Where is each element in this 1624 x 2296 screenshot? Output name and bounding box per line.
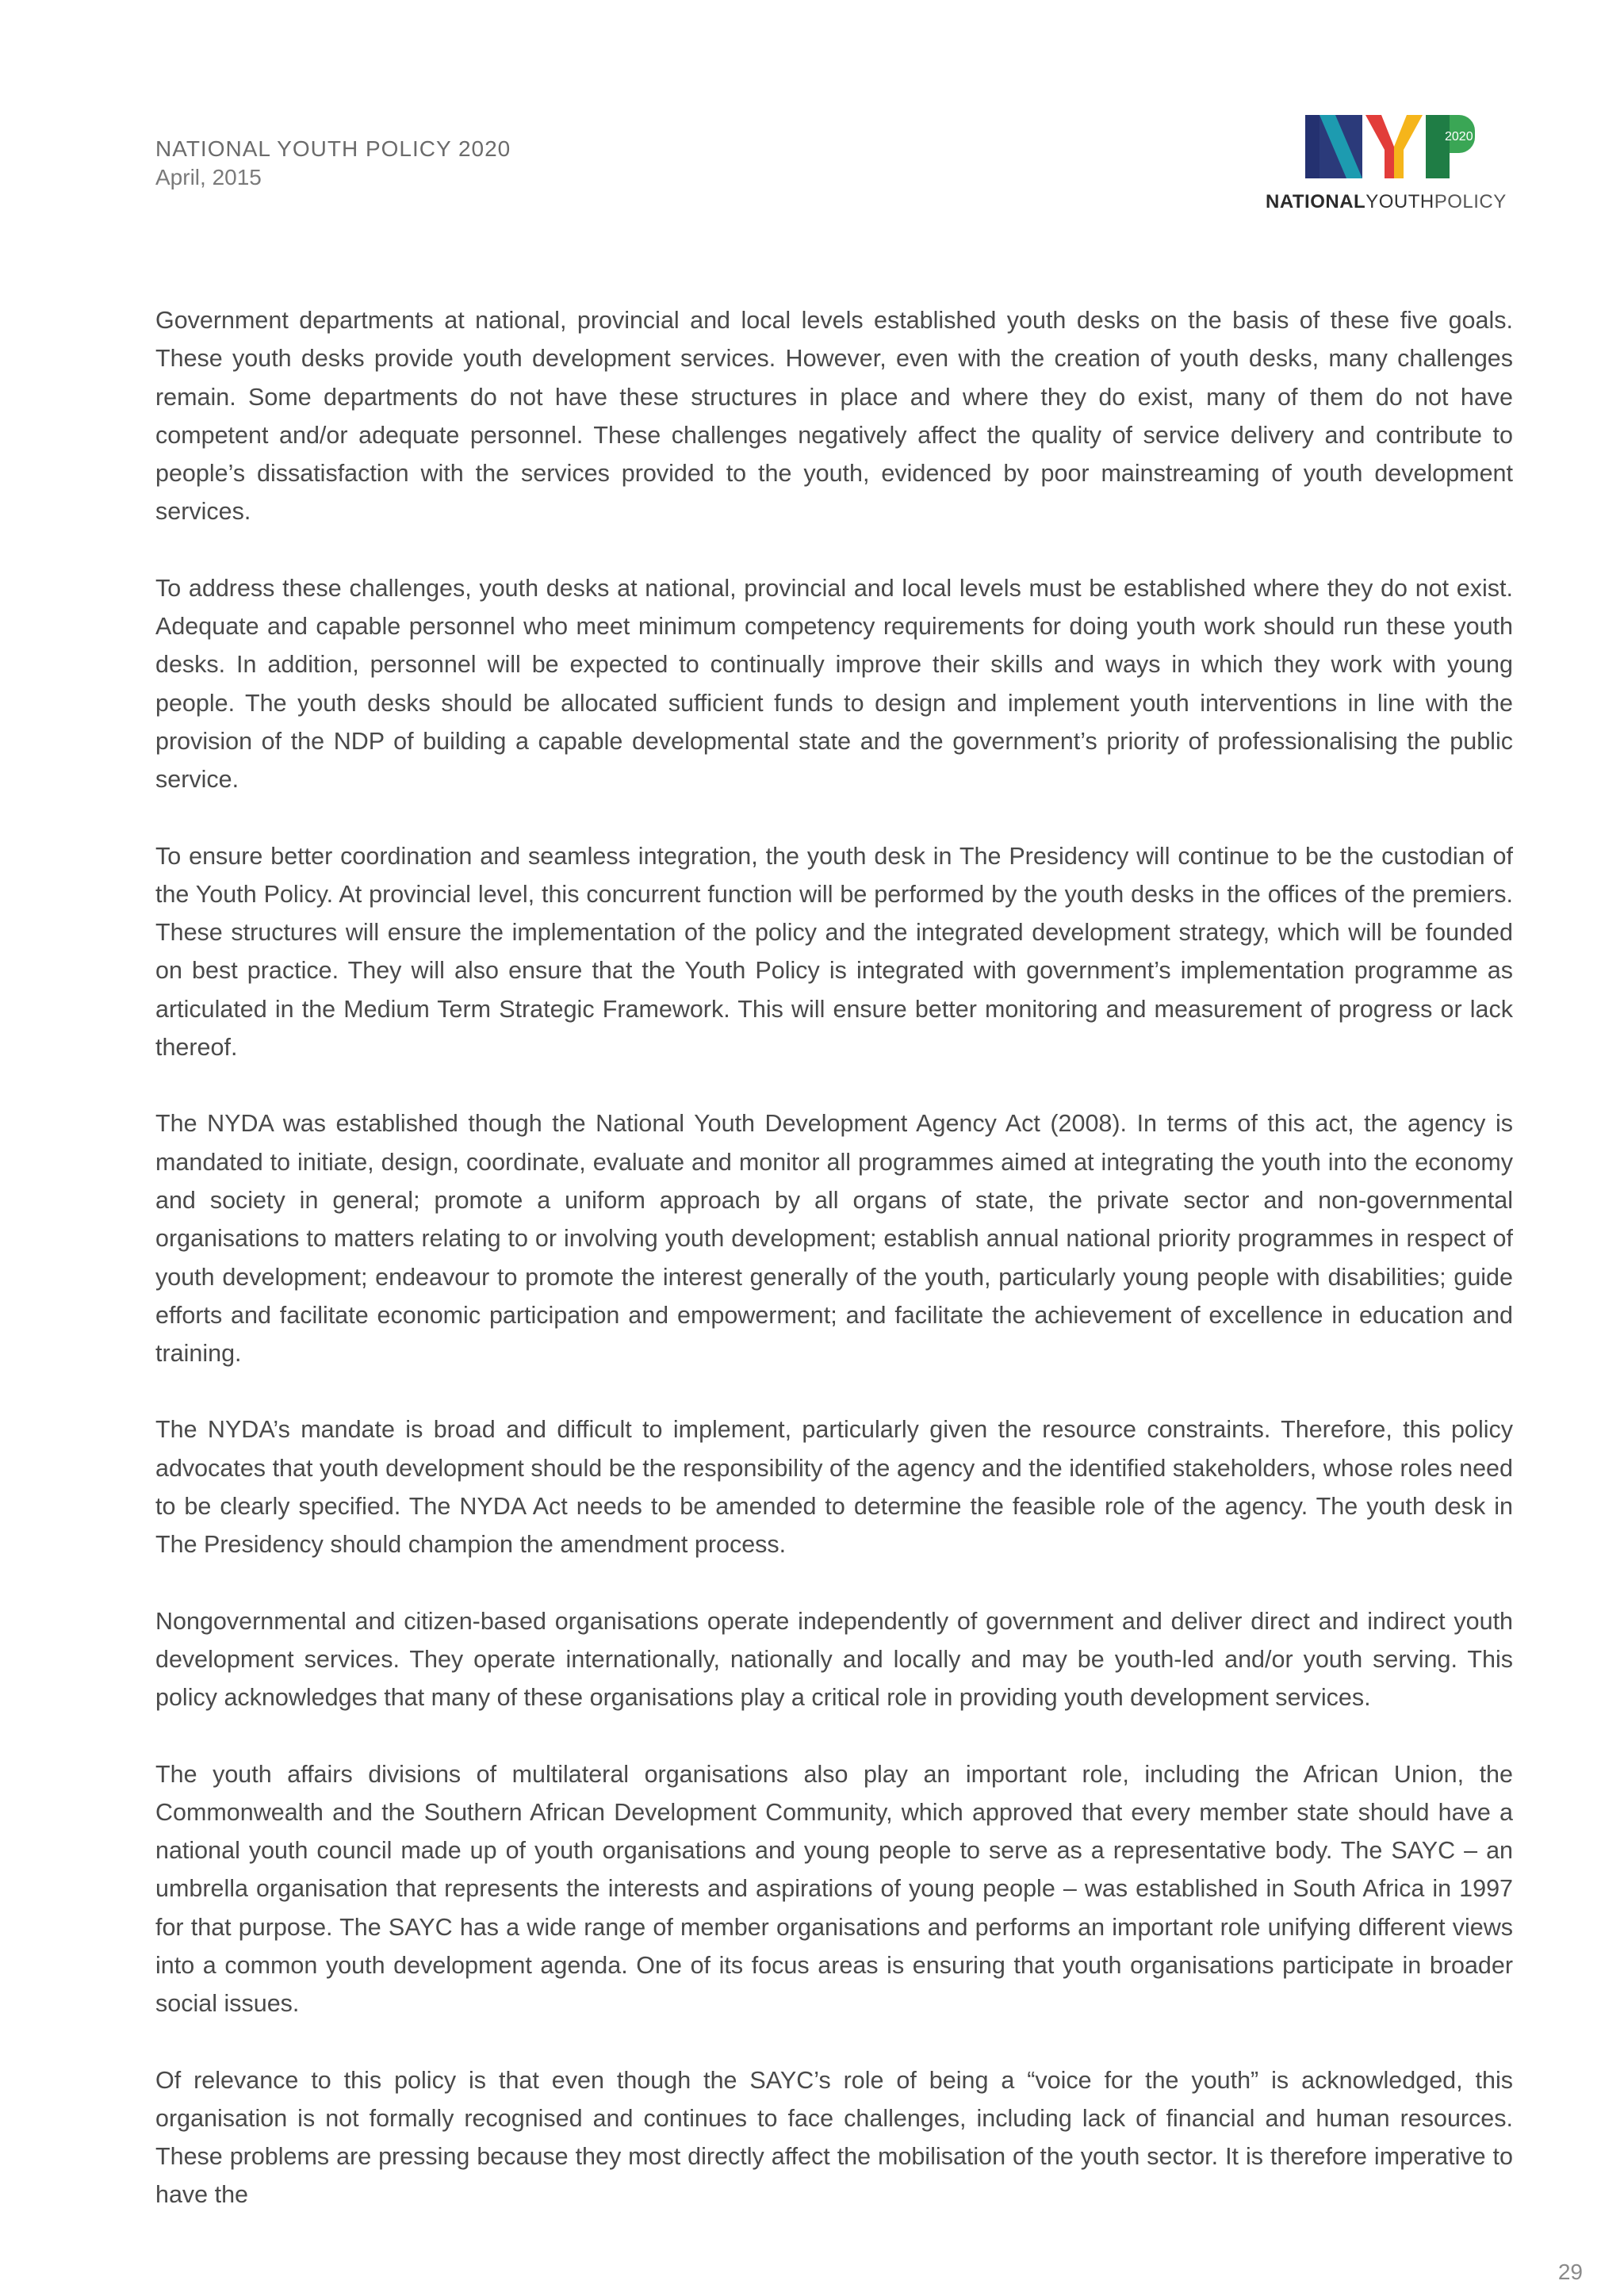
document-header [155, 135, 511, 192]
logo-p-stem [1426, 115, 1450, 178]
body-text [155, 301, 1513, 2252]
logo-word-youth: YOUTH [1365, 191, 1434, 212]
paragraph: The NYDA was established though the National Youth Development Agency Act (2008). In terms of this act, the agency is mandated to initiate, design, coordinate, evaluate and monitor all programmes aimed at integrating the youth into the economy and society in general; promote a uniform approach by all organs of state, the private sector and non-governmental organisations to matters relating to or involving youth development; establish annual national priority programmes in respect of youth development; endeavour to promote the interest generally of the youth, particularly young people with disabilities; guide efforts and facilitate economic participation and empowerment; and facilitate the achievement of excellence in education and training. [155, 1110, 1513, 1368]
paragraph: Of relevance to this policy is that even though the SAYC’s role of being a “voice for the youth” is acknowledged, this organisation is not formally recognised and continues to face challenges, including lack of financial and human resources. These problems are pressing because they most directly affect the mobilisation of the youth sector. It is therefore imperative to have the [155, 2066, 1513, 2209]
nyp-logo [1261, 115, 1515, 218]
logo-y-right [1394, 115, 1423, 178]
logo-wordmark [1266, 191, 1507, 213]
document-title: NATIONAL YOUTH POLICY 2020 [155, 136, 511, 161]
logo-word-policy: POLICY [1434, 191, 1507, 212]
paragraph: To ensure better coordination and seamless integration, the youth desk in The Presidency will continue to be the custodian of the Youth Policy. At provincial level, this concurrent function will be performed by the youth desks in the offices of the premiers. These structures will ensure the implementation of the policy and the integrated development strategy, which will be founded on best practice. They will also ensure that the Youth Policy is integrated with government’s implementation programme as articulated in the Medium Term Strategic Framework. This will ensure better monitoring and measurement of progress or lack thereof. [155, 842, 1513, 1062]
paragraph: The NYDA’s mandate is broad and difficult to implement, particularly given the resource constraints. Therefore, this policy advocates that youth development should be the responsibility of the agency and the identified stakeholders, whose roles need to be clearly specified. The NYDA Act needs to be amended to determine the feasible role of the agency. The youth desk in The Presidency should champion the amendment process. [155, 1416, 1513, 1559]
nyp-logo-mark [1305, 115, 1480, 178]
paragraph: Government departments at national, provincial and local levels established youth desks on the basis of these five goals. These youth desks provide youth development services. However, even with the creation of youth desks, many challenges remain. Some departments do not have these structures in place and where they do exist, many of them do not have competent and/or adequate personnel. These challenges negatively affect the quality of service delivery and contribute to people’s dissatisfaction with the services provided to the youth, evidenced by poor mainstreaming of youth development services. [155, 307, 1513, 526]
document-date: April, 2015 [155, 165, 262, 189]
logo-word-national: NATIONAL [1266, 191, 1366, 212]
logo-year: 2020 [1445, 130, 1473, 144]
paragraph: To address these challenges, youth desks at national, provincial and local levels must be established where they do not exist. Adequate and capable personnel who meet minimum competency requirements for doing youth work should run these youth desks. In addition, personnel will be expected to continually improve their skills and ways in which they work with young people. The youth desks should be allocated sufficient funds to design and implement youth interventions in line with the provision of the NDP of building a capable developmental state and the government’s priority of professionalising the public service. [155, 574, 1513, 794]
paragraph: Nongovernmental and citizen-based organisations operate independently of government and deliver direct and indirect youth development services. They operate internationally, nationally and locally and may be youth-led and/or youth serving. This policy acknowledges that many of these organisations play a critical role in providing youth development services. [155, 1607, 1513, 1712]
paragraph: The youth affairs divisions of multilateral organisations also play an important role, including the African Union, the Commonwealth and the Southern African Development Community, which approved that every member state should have a national youth council made up of youth organisations and young people to serve as a representative body. The SAYC – an umbrella organisation that represents the interests and aspirations of young people – was established in South Africa in 1997 for that purpose. The SAYC has a wide range of member organisations and performs an important role unifying different views into a common youth development agenda. One of its focus areas is ensuring that youth organisations participate in broader social issues. [155, 1760, 1513, 2018]
page-number: 29 [1557, 2260, 1583, 2284]
logo-n-left-stem [1305, 115, 1320, 178]
logo-y-left [1365, 115, 1394, 178]
